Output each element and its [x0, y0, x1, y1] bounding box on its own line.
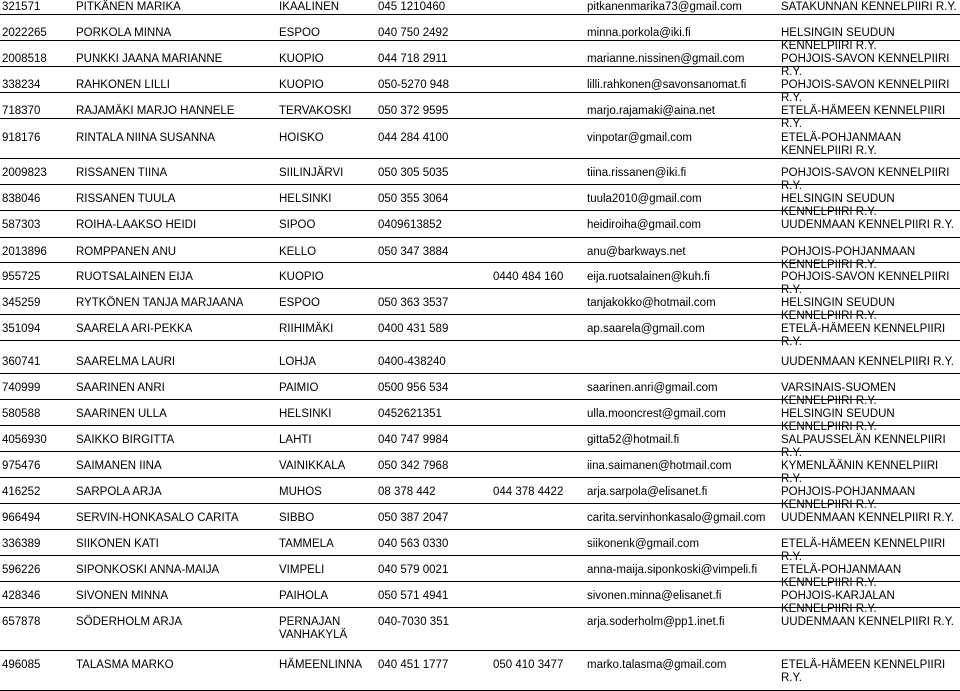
member-city: TERVAKOSKI: [279, 105, 352, 117]
member-phone: 040 451 1777: [378, 659, 449, 671]
member-phone: 040 747 9984: [378, 434, 449, 446]
member-email: tiina.rissanen@iki.fi: [587, 167, 687, 179]
member-id: 416252: [2, 486, 41, 498]
table-row: [0, 356, 960, 373]
member-city: HÄMEENLINNA: [279, 659, 363, 671]
member-kennel-district: POHJOIS-SAVON KENNELPIIRI R.Y.: [781, 167, 950, 192]
member-email: gitta52@hotmail.fi: [587, 434, 680, 446]
member-id: 4056930: [2, 434, 47, 446]
member-phone: 050 342 7968: [378, 460, 449, 472]
member-email: marjo.rajamaki@aina.net: [587, 105, 716, 117]
member-phone: 040 579 0021: [378, 564, 449, 576]
member-name: RUOTSALAINEN EIJA: [76, 271, 193, 283]
member-phone-secondary: 0440 484 160: [493, 271, 564, 283]
member-city: KELLO: [279, 246, 317, 258]
member-email: tanjakokko@hotmail.com: [587, 297, 716, 309]
table-row: [0, 271, 960, 296]
table-row: [0, 297, 960, 322]
member-name: SIIKONEN KATI: [76, 538, 159, 550]
member-id: 2009823: [2, 167, 47, 179]
member-phone: 0500 956 534: [378, 382, 449, 394]
member-email: marianne.nissinen@gmail.com: [587, 53, 745, 65]
member-id: 496085: [2, 659, 41, 671]
member-name: SARPOLA ARJA: [76, 486, 162, 498]
member-email: vinpotar@gmail.com: [587, 132, 692, 144]
member-id: 338234: [2, 79, 41, 91]
member-id: 918176: [2, 132, 41, 144]
table-row: [0, 219, 960, 237]
member-kennel-district: HELSINGIN SEUDUN KENNELPIIRI R.Y.: [781, 193, 895, 218]
member-name: SÖDERHOLM ARJA: [76, 616, 183, 628]
member-id: 428346: [2, 590, 41, 602]
table-row: [0, 323, 960, 348]
member-kennel-district: UUDENMAAN KENNELPIIRI R.Y.: [781, 219, 954, 231]
member-kennel-district: ETELÄ-HÄMEEN KENNELPIIRI R.Y.: [781, 659, 946, 684]
member-phone: 08 378 442: [378, 486, 436, 498]
member-phone: 050 305 5035: [378, 167, 449, 179]
member-name: SAIKKO BIRGITTA: [76, 434, 175, 446]
member-email: ulla.mooncrest@gmail.com: [587, 408, 726, 420]
table-row: [0, 590, 960, 615]
member-phone-secondary: 050 410 3477: [493, 659, 564, 671]
member-id: 955725: [2, 271, 41, 283]
member-city: KUOPIO: [279, 53, 324, 65]
table-row: [0, 246, 960, 271]
member-id: 718370: [2, 105, 41, 117]
table-row: [0, 659, 960, 690]
member-kennel-district: ETELÄ-POHJANMAAN KENNELPIIRI R.Y.: [781, 564, 902, 589]
member-kennel-district: ETELÄ-HÄMEEN KENNELPIIRI R.Y.: [781, 538, 946, 563]
member-id: 360741: [2, 356, 41, 368]
member-id: 966494: [2, 512, 41, 524]
member-city: SIILINJÄRVI: [279, 167, 344, 179]
member-name: SAARELMA LAURI: [76, 356, 176, 368]
member-phone: 0400 431 589: [378, 323, 449, 335]
member-email: heidiroiha@gmail.com: [587, 219, 701, 231]
table-row: [0, 486, 960, 511]
table-row: [0, 27, 960, 52]
member-email: eija.ruotsalainen@kuh.fi: [587, 271, 710, 283]
table-row: [0, 512, 960, 529]
member-city: VAINIKKALA: [279, 460, 346, 472]
member-email: saarinen.anri@gmail.com: [587, 382, 718, 394]
table-row: [0, 79, 960, 104]
member-city: PAIMIO: [279, 382, 319, 394]
member-email: lilli.rahkonen@savonsanomat.fi: [587, 79, 747, 91]
member-id: 657878: [2, 616, 41, 628]
member-phone: 0400-438240: [378, 356, 446, 368]
member-id: 580588: [2, 408, 41, 420]
member-name: RISSANEN TIINA: [76, 167, 168, 179]
member-city: KUOPIO: [279, 79, 324, 91]
member-id: 2022265: [2, 27, 47, 39]
member-id: 2008518: [2, 53, 47, 65]
member-email: pitkanenmarika73@gmail.com: [587, 1, 742, 13]
member-city: PERNAJAN VANHAKYLÄ: [279, 616, 348, 641]
member-name: SAARINEN ULLA: [76, 408, 167, 420]
member-phone: 050 571 4941: [378, 590, 449, 602]
member-city: RIIHIMÄKI: [279, 323, 334, 335]
table-row: [0, 408, 960, 433]
member-email: arja.sarpola@elisanet.fi: [587, 486, 708, 498]
table-row: [0, 460, 960, 485]
member-name: SAARELA ARI-PEKKA: [76, 323, 193, 335]
member-email: anna-maija.siponkoski@vimpeli.fi: [587, 564, 758, 576]
member-city: TAMMELA: [279, 538, 334, 550]
table-row: [0, 382, 960, 407]
member-id: 740999: [2, 382, 41, 394]
table-row: [0, 1, 960, 14]
member-kennel-district: ETELÄ-HÄMEEN KENNELPIIRI R.Y.: [781, 105, 946, 130]
member-id: 587303: [2, 219, 41, 231]
member-phone: 045 1210460: [378, 1, 446, 13]
member-email: arja.soderholm@pp1.inet.fi: [587, 616, 725, 628]
member-name: TALASMA MARKO: [76, 659, 174, 671]
member-city: LOHJA: [279, 356, 317, 368]
member-id: 321571: [2, 1, 41, 13]
member-kennel-district: UUDENMAAN KENNELPIIRI R.Y.: [781, 512, 954, 524]
table-row: [0, 132, 960, 158]
member-city: SIBBO: [279, 512, 315, 524]
member-kennel-district: HELSINGIN SEUDUN KENNELPIIRI R.Y.: [781, 408, 895, 433]
member-phone: 0409613852: [378, 219, 442, 231]
member-kennel-district: POHJOIS-KARJALAN KENNELPIIRI R.Y.: [781, 590, 895, 615]
member-email: anu@barkways.net: [587, 246, 686, 258]
member-kennel-district: HELSINGIN SEUDUN KENNELPIIRI R.Y.: [781, 297, 895, 322]
table-row: [0, 167, 960, 192]
table-row: [0, 105, 960, 130]
member-city: ESPOO: [279, 27, 320, 39]
member-kennel-district: POHJOIS-POHJANMAAN KENNELPIIRI R.Y.: [781, 246, 916, 271]
member-kennel-district: SALPAUSSELÄN KENNELPIIRI R.Y.: [781, 434, 946, 459]
member-email: sivonen.minna@elisanet.fi: [587, 590, 722, 602]
member-kennel-district: KYMENLÄÄNIN KENNELPIIRI R.Y.: [781, 460, 939, 485]
member-phone: 044 284 4100: [378, 132, 449, 144]
table-row: [0, 53, 960, 78]
member-name: ROMPPANEN ANU: [76, 246, 177, 258]
member-name: PITKÄNEN MARIKA: [76, 1, 181, 13]
member-id: 2013896: [2, 246, 47, 258]
member-city: LAHTI: [279, 434, 312, 446]
table-row: [0, 564, 960, 589]
member-city: VIMPELI: [279, 564, 325, 576]
member-id: 596226: [2, 564, 41, 576]
member-city: HOISKO: [279, 132, 324, 144]
member-kennel-district: UUDENMAAN KENNELPIIRI R.Y.: [781, 616, 954, 628]
member-name: SIVONEN MINNA: [76, 590, 169, 602]
member-id: 336389: [2, 538, 41, 550]
member-email: carita.servinhonkasalo@gmail.com: [587, 512, 766, 524]
member-city: SIPOO: [279, 219, 316, 231]
member-city: IKAALINEN: [279, 1, 340, 13]
member-phone: 050 363 3537: [378, 297, 449, 309]
member-kennel-district: SATAKUNNAN KENNELPIIRI R.Y.: [781, 1, 957, 13]
member-email: ap.saarela@gmail.com: [587, 323, 705, 335]
table-row: [0, 538, 960, 563]
member-city: HELSINKI: [279, 193, 332, 205]
member-email: siikonenk@gmail.com: [587, 538, 700, 550]
member-kennel-district: POHJOIS-SAVON KENNELPIIRI R.Y.: [781, 271, 950, 296]
member-id: 975476: [2, 460, 41, 472]
member-city: KUOPIO: [279, 271, 324, 283]
member-name: SAARINEN ANRI: [76, 382, 165, 394]
member-phone: 044 718 2911: [378, 53, 448, 65]
member-phone: 040 563 0330: [378, 538, 449, 550]
member-email: tuula2010@gmail.com: [587, 193, 702, 205]
member-name: SERVIN-HONKASALO CARITA: [76, 512, 239, 524]
table-row: [0, 193, 960, 218]
member-city: MUHOS: [279, 486, 322, 498]
member-name: SAIMANEN IINA: [76, 460, 162, 472]
member-phone: 040 750 2492: [378, 27, 449, 39]
member-name: PORKOLA MINNA: [76, 27, 172, 39]
member-id: 351094: [2, 323, 41, 335]
member-phone: 050 355 3064: [378, 193, 449, 205]
member-email: iina.saimanen@hotmail.com: [587, 460, 732, 472]
member-kennel-district: POHJOIS-POHJANMAAN KENNELPIIRI R.Y.: [781, 486, 916, 511]
member-kennel-district: VARSINAIS-SUOMEN KENNELPIIRI R.Y.: [781, 382, 896, 407]
member-phone: 050 372 9595: [378, 105, 449, 117]
member-kennel-district: ETELÄ-HÄMEEN KENNELPIIRI R.Y.: [781, 323, 946, 348]
member-phone: 040-7030 351: [378, 616, 449, 628]
member-name: SIPONKOSKI ANNA-MAIJA: [76, 564, 220, 576]
member-kennel-district: HELSINGIN SEUDUN KENNELPIIRI R.Y.: [781, 27, 895, 52]
member-name: RAHKONEN LILLI: [76, 79, 170, 91]
member-email: marko.talasma@gmail.com: [587, 659, 727, 671]
member-phone: 050 347 3884: [378, 246, 449, 258]
member-kennel-district: ETELÄ-POHJANMAAN KENNELPIIRI R.Y.: [781, 132, 902, 157]
member-phone: 0452621351: [378, 408, 442, 420]
member-name: RAJAMÄKI MARJO HANNELE: [76, 105, 235, 117]
member-name: PUNKKI JAANA MARIANNE: [76, 53, 223, 65]
member-name: RINTALA NIINA SUSANNA: [76, 132, 216, 144]
member-id: 345259: [2, 297, 41, 309]
member-phone-secondary: 044 378 4422: [493, 486, 564, 498]
member-id: 838046: [2, 193, 41, 205]
member-kennel-district: POHJOIS-SAVON KENNELPIIRI R.Y.: [781, 53, 950, 78]
member-kennel-district: UUDENMAAN KENNELPIIRI R.Y.: [781, 356, 954, 368]
member-name: RISSANEN TUULA: [76, 193, 176, 205]
member-city: HELSINKI: [279, 408, 332, 420]
table-row: [0, 434, 960, 459]
table-row: [0, 616, 960, 650]
member-city: PAIHOLA: [279, 590, 328, 602]
member-name: ROIHA-LAAKSO HEIDI: [76, 219, 197, 231]
member-name: RYTKÖNEN TANJA MARJAANA: [76, 297, 244, 309]
member-email: minna.porkola@iki.fi: [587, 27, 691, 39]
member-kennel-district: POHJOIS-SAVON KENNELPIIRI R.Y.: [781, 79, 950, 104]
member-city: ESPOO: [279, 297, 320, 309]
member-phone: 050 387 2047: [378, 512, 449, 524]
member-phone: 050-5270 948: [378, 79, 449, 91]
